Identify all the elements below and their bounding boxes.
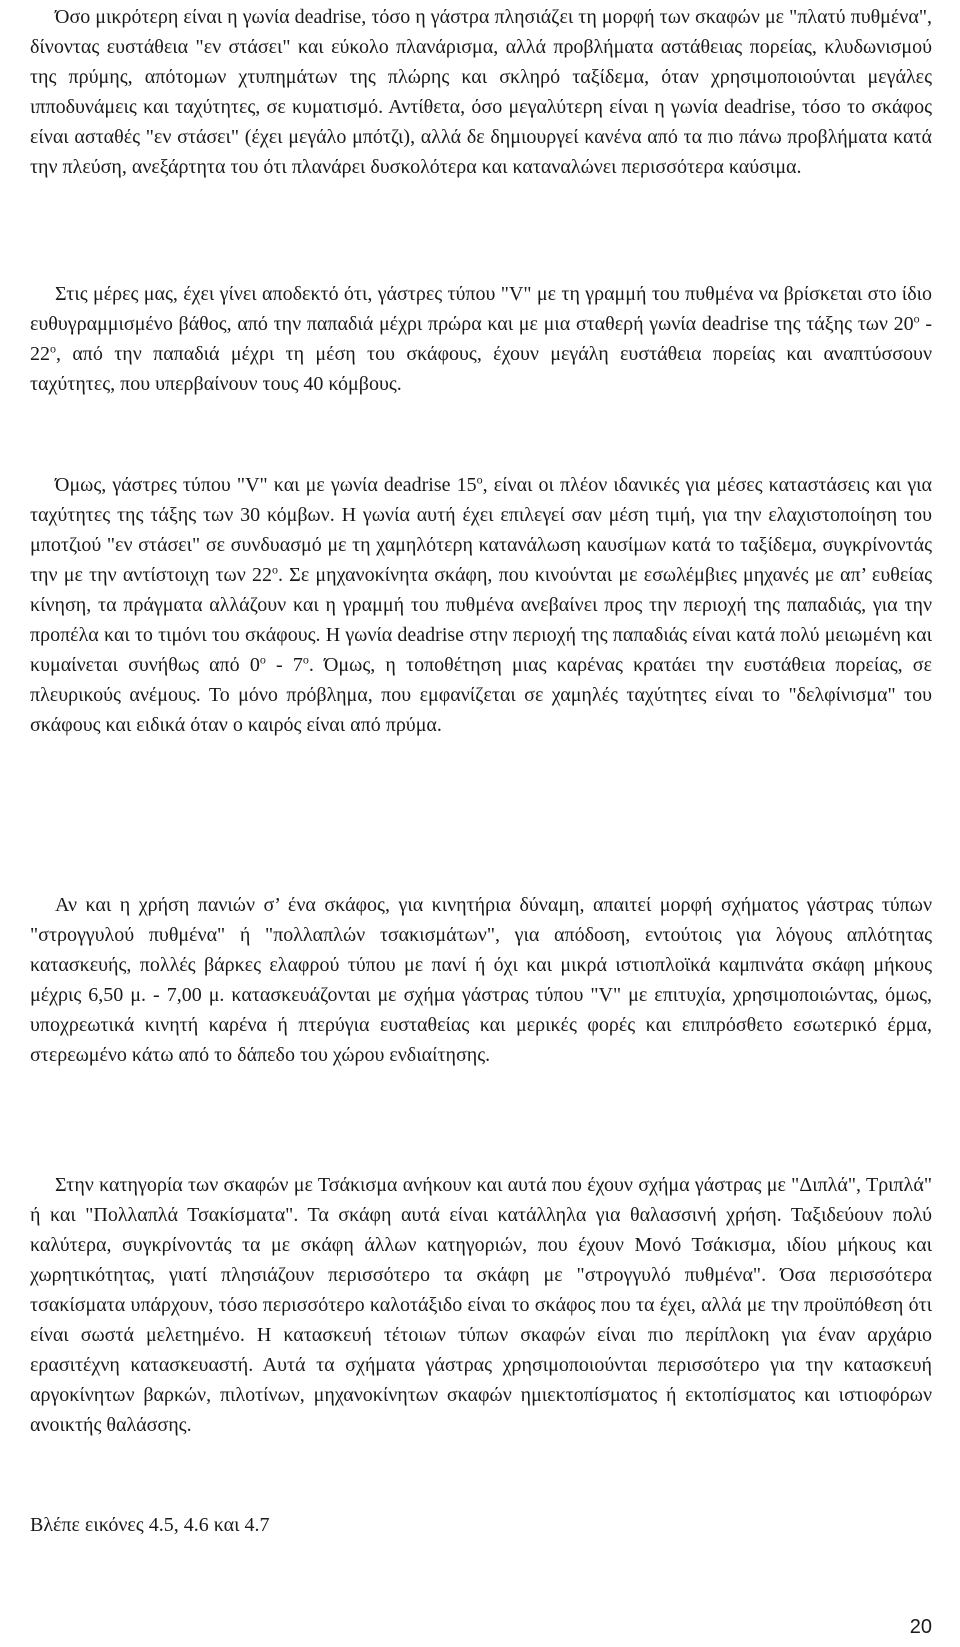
paragraph-v-hull-modern	[30, 279, 932, 399]
text-run: , από την παπαδιά μέχρι τη μέση του σκάφους, έχουν μεγάλη ευστάθεια πορείας και αναπτύσσουν ταχύτητες, που υπερβαίνουν τους 40 κόμβους.	[30, 343, 932, 395]
degree-superscript: o	[476, 472, 483, 487]
page-number: 20	[909, 1616, 932, 1638]
degree-superscript: o	[259, 652, 266, 667]
text-run: Όμως, γάστρες τύπου "V" και με γωνία deadrise 15	[55, 474, 477, 496]
paragraph-deadrise-comparison: Όσο μικρότερη είναι η γωνία deadrise, τόσο η γάστρα πλησιάζει τη μορφή των σκαφών με "πλατύ πυθμένα", δίνοντας ευστάθεια "εν στάσει" και εύκολο πλανάρισμα, αλλά προβλήματα αστάθειας πορείας, κλυδωνισμού της πρύμης, απότομων χτυπημάτων της πλώρης και σκληρό ταξίδεμα, όταν χρησιμοποιούνται μεγάλες ιπποδυνάμεις και ταχύτητες, σε κυματισμό. Αντίθετα, όσο μεγαλύτερη είναι η γωνία deadrise, τόσο το σκάφος είναι ασταθές "εν στάσει" (έχει μεγάλο μπότζι), αλλά δε δημιουργεί κανένα από τα πιο πάνω προβλήματα κατά την πλεύση, ανεξάρτητα του ότι πλανάρει δυσκολότερα και καταναλώνει περισσότερα καύσιμα.	[30, 6, 932, 178]
figure-reference: Βλέπε εικόνες 4.5, 4.6 και 4.7	[30, 1514, 270, 1536]
paragraph-sail-boats: Αν και η χρήση πανιών σ’ ένα σκάφος, για κινητήρια δύναμη, απαιτεί μορφή σχήματος γάστρας τύπων "στρογγυλού πυθμένα" ή "πολλαπλών τσακισμάτων", για απόδοση, εντούτοις για λόγους απλότητας κατασκευής, πολλές βάρκες ελαφρού τύπου με πανί ή όχι και μικρά ιστιοπλοϊκά καμπινάτα σκάφη μήκους μέχρις 6,50 μ. - 7,00 μ. κατασκευάζονται με σχήμα γάστρας τύπου "V" με επιτυχία, χρησιμοποιώντας, όμως, υποχρεωτικά κινητή καρένα ή πτερύγια ευσταθείας και μερικές φορές και επιπρόσθετο εσωτερικό έρμα, στερεωμένο κάτω από το δάπεδο του χώρου ενδιαίτησης.	[30, 894, 932, 1066]
text-run: . Σε μηχανοκίνητα σκάφη, που κινούνται με εσωλέμβιες μηχανές με απ’ ευθείας κίνηση, τα πράγματα αλλάζουν και η γραμμή του πυθμένα ανεβαίνει προς την περιοχή της παπαδιάς, για την προπέλα και το τιμόνι του σκάφους. Η γωνία deadrise στην περιοχή της παπαδιάς είναι κατά πολύ μειωμένη και κυμαίνεται συνήθως από 0	[30, 564, 932, 676]
degree-superscript: o	[302, 652, 309, 667]
text-run: . Όμως, η τοποθέτηση μιας καρένας κρατάει την ευστάθεια πορείας, σε πλευρικούς ανέμους. Το μόνο πρόβλημα, που εμφανίζεται σε χαμηλές ταχύτητες είναι το "δελφίνισμα" του σκάφους και ειδικά όταν ο καιρός είναι από πρύμα.	[30, 654, 932, 736]
text-run: , είναι οι πλέον ιδανικές για μέσες καταστάσεις και για ταχύτητες της τάξης των 30 κόμβων. Η γωνία αυτή έχει επιλεγεί σαν μέση τιμή, για την ελαχιστοποίηση του μποτζιού "εν στάσει" σε συνδυασμό με τη χαμηλότερη κατανάλωση καυσίμων κατά το ταξίδεμα, συγκρίνοντάς την με την αντίστοιχη των 22	[30, 474, 933, 586]
text-run: - 22	[30, 313, 932, 365]
degree-superscript: o	[271, 562, 278, 577]
degree-superscript: o	[913, 311, 920, 326]
paragraph-v-hull-15-degrees	[30, 470, 932, 740]
paragraph-multi-chine: Στην κατηγορία των σκαφών με Τσάκισμα ανήκουν και αυτά που έχουν σχήμα γάστρας με "Διπλά", Τριπλά" ή και "Πολλαπλά Τσακίσματα". Τα σκάφη αυτά είναι κατάλληλα για θαλασσινή χρήση. Ταξιδεύουν πολύ καλύτερα, συγκρίνοντάς τα με σκάφη άλλων κατηγοριών, που έχουν Μονό Τσάκισμα, ιδίου μήκους και χωρητικότητας, γιατί πλησιάζουν περισσότερο τα σκάφη με "στρογγυλό πυθμένα". Όσα περισσότερα τσακίσματα υπάρχουν, τόσο περισσότερο καλοτάξιδο είναι το σκάφος που τα έχει, αλλά με την προϋπόθεση ότι είναι σωστά μελετημένο. Η κατασκευή τέτοιων τύπων σκαφών είναι πιο περίπλοκη για έναν αρχάριο ερασιτέχνη κατασκευαστή. Αυτά τα σχήματα γάστρας χρησιμοποιούνται περισσότερο για την κατασκευή αργοκίνητων βαρκών, πιλοτίνων, μηχανοκίνητων σκαφών ημιεκτοπίσματος ή εκτοπίσματος και ιστιοφόρων ανοικτής θαλάσσης.	[30, 1174, 932, 1436]
text-run: - 7	[265, 654, 303, 676]
degree-superscript: o	[50, 341, 56, 356]
text-run: Στις μέρες μας, έχει γίνει αποδεκτό ότι, γάστρες τύπου "V" με τη γραμμή του πυθμένα να βρίσκεται στο ίδιο ευθυγραμμισμένο βάθος, από την παπαδιά μέχρι πρώρα και με μια σταθερή γωνία deadrise της τάξης των 20	[30, 283, 932, 335]
